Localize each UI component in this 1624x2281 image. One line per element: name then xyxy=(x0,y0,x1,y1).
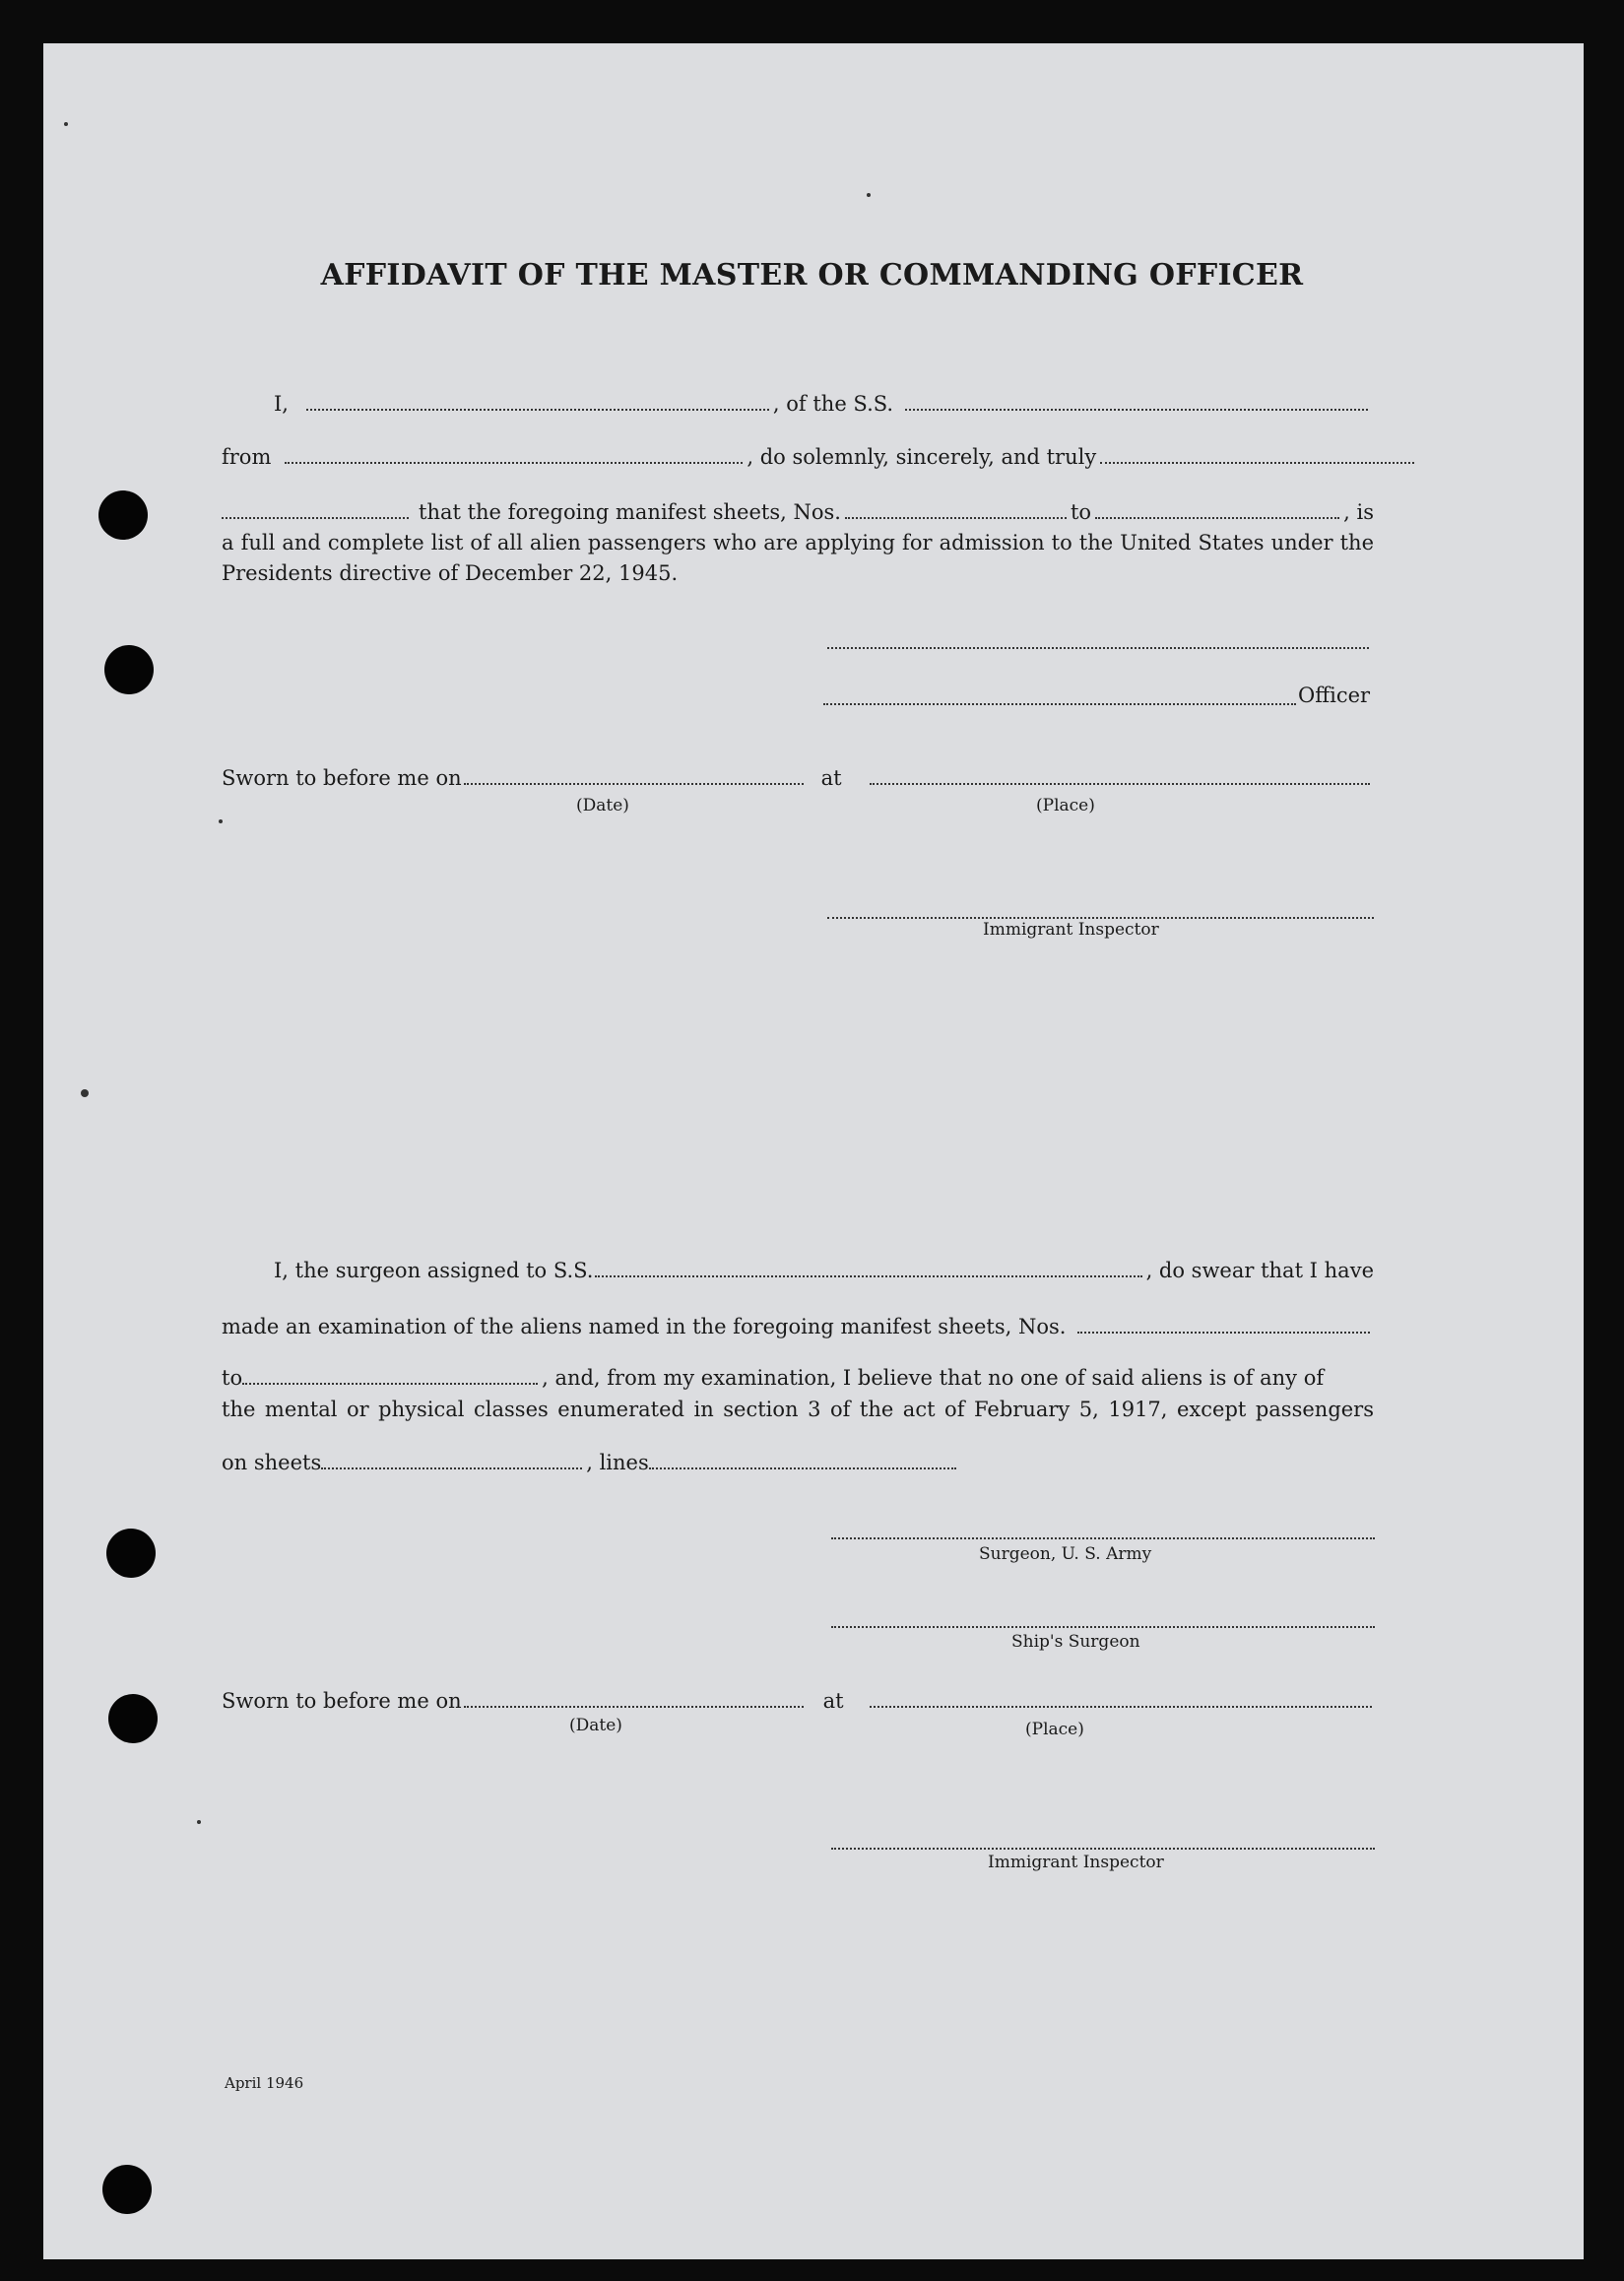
master-sheet-from-field[interactable] xyxy=(845,516,1067,519)
surgeon-line-assigned xyxy=(274,1259,1374,1282)
surgeon-line3-text: , and, from my examination, I believe that no one of said aliens is of any of xyxy=(542,1366,1325,1390)
surgeon-line-lines xyxy=(222,1451,960,1474)
master-line3-to: to xyxy=(1070,500,1092,524)
surgeon-line1-text: I, the surgeon assigned to S.S. xyxy=(274,1259,594,1282)
form-date-footer: April 1946 xyxy=(225,2074,304,2092)
speck xyxy=(81,1089,89,1097)
master-line-from xyxy=(222,445,1418,469)
surgeon-line1-swear: , do swear that I have xyxy=(1145,1259,1374,1282)
master-sworn-text: Sworn to before me on xyxy=(222,766,462,790)
surgeon-place-caption: (Place) xyxy=(1025,1720,1084,1739)
surgeon-line4-sheets: on sheets xyxy=(222,1451,322,1474)
master-line-sheets xyxy=(222,500,1374,524)
master-sworn-date-field[interactable] xyxy=(464,782,804,785)
surgeon-line-to xyxy=(222,1366,1374,1390)
surgeon-inspector-signature-line[interactable] xyxy=(831,1847,1375,1850)
surgeon-sheet-from-field[interactable] xyxy=(1077,1331,1370,1334)
master-sworn-line xyxy=(222,766,1374,790)
punch-hole xyxy=(102,2165,152,2214)
surgeon-sheets-field[interactable] xyxy=(321,1466,582,1469)
surgeon-sworn-text: Sworn to before me on xyxy=(222,1689,462,1713)
army-surgeon-label: Surgeon, U. S. Army xyxy=(979,1544,1152,1564)
master-inspector-signature-line[interactable] xyxy=(827,916,1374,919)
master-sworn-place-field[interactable] xyxy=(870,782,1370,785)
speck xyxy=(219,819,223,823)
master-line3-is: , is xyxy=(1343,500,1374,524)
surgeon-sheet-to-field[interactable] xyxy=(242,1382,538,1385)
ship-surgeon-label: Ship's Surgeon xyxy=(1011,1632,1140,1652)
master-statement: a full and complete list of all alien passengers who are applying for admission to the United States under the Presidents directive of December 22, 1945. xyxy=(222,531,1374,585)
master-line3-text: that the foregoing manifest sheets, Nos. xyxy=(419,500,841,524)
master-line2-oath: , do solemnly, sincerely, and truly xyxy=(747,445,1097,469)
punch-hole xyxy=(104,645,154,694)
punch-hole xyxy=(98,490,148,540)
surgeon-ship-field[interactable] xyxy=(595,1274,1141,1277)
army-surgeon-signature-line[interactable] xyxy=(831,1536,1375,1539)
master-date-caption: (Date) xyxy=(576,796,629,815)
surgeon-sworn-date-field[interactable] xyxy=(464,1705,804,1708)
master-line2-prefix: from xyxy=(222,445,272,469)
officer-label: Officer xyxy=(1298,684,1371,707)
speck xyxy=(197,1820,201,1824)
punch-hole xyxy=(106,1529,156,1578)
master-from-field[interactable] xyxy=(285,461,743,464)
ship-surgeon-signature-line[interactable] xyxy=(831,1625,1375,1628)
surgeon-sworn-at: at xyxy=(822,1689,844,1713)
speck xyxy=(64,122,68,126)
surgeon-inspector-label: Immigrant Inspector xyxy=(988,1853,1164,1872)
speck xyxy=(867,193,871,197)
master-ship-field[interactable] xyxy=(905,408,1368,411)
master-oath-field[interactable] xyxy=(1100,461,1414,464)
surgeon-line4-lines: , lines xyxy=(586,1451,649,1474)
document-page xyxy=(43,43,1584,2259)
surgeon-line-examination xyxy=(222,1315,1374,1338)
master-signature-line[interactable] xyxy=(827,646,1369,649)
form-title: AFFIDAVIT OF THE MASTER OR COMMANDING OFFICER xyxy=(320,258,1304,293)
surgeon-line3-to: to xyxy=(222,1366,243,1390)
master-line-name xyxy=(274,392,1372,416)
surgeon-lines-field[interactable] xyxy=(649,1466,956,1469)
punch-hole xyxy=(108,1694,158,1743)
master-sworn-at: at xyxy=(820,766,842,790)
master-line1-ship-label: , of the S.S. xyxy=(772,392,894,416)
officer-signature-line[interactable] xyxy=(823,702,1296,705)
master-declare-field[interactable] xyxy=(222,516,409,519)
master-sheet-to-field[interactable] xyxy=(1095,516,1339,519)
surgeon-statement: the mental or physical classes enumerated in section 3 of the act of February 5, 1917, except passengers xyxy=(222,1398,1374,1421)
master-line1-prefix: I, xyxy=(274,392,289,416)
surgeon-date-caption: (Date) xyxy=(569,1716,622,1735)
master-name-field[interactable] xyxy=(306,408,769,411)
surgeon-sworn-line xyxy=(222,1689,1376,1713)
master-place-caption: (Place) xyxy=(1036,796,1095,815)
master-inspector-label: Immigrant Inspector xyxy=(983,920,1159,940)
surgeon-sworn-place-field[interactable] xyxy=(870,1705,1372,1708)
surgeon-line2-text: made an examination of the aliens named in the foregoing manifest sheets, Nos. xyxy=(222,1315,1067,1338)
